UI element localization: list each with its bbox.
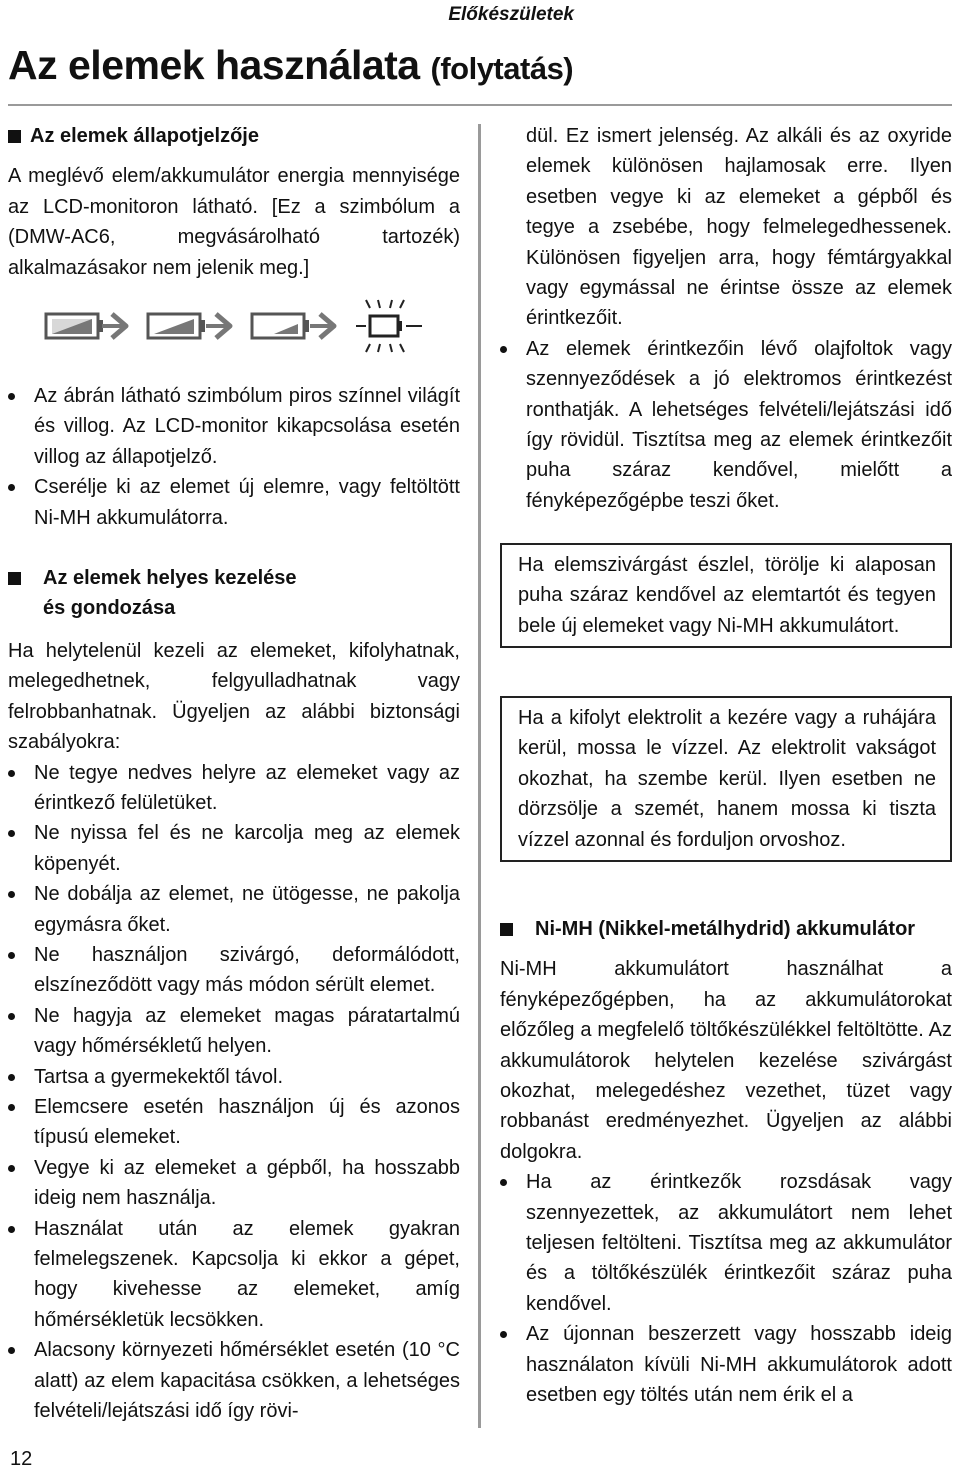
arrow-right-icon xyxy=(310,314,334,338)
square-bullet-icon xyxy=(8,130,21,143)
page-title-suffix: (folytatás) xyxy=(430,51,574,86)
care-heading-line2: és gondozása xyxy=(43,597,176,620)
battery-indicator-diagram xyxy=(44,298,444,356)
list-item: Elemcsere esetén használjon új és azonos típusú elemeket. xyxy=(8,1092,460,1153)
column-divider xyxy=(478,124,481,1428)
leak-notice-text: Ha elemszivárgást észlel, törölje ki alaposan puha száraz kendővel az elemtartót és tegyen bele új elemeket vagy Ni-MH akkumulátort. xyxy=(518,554,936,637)
list-item: Az újonnan beszerzett vagy hosszabb ideig használaton kívüli Ni-MH akkumulátorok adott esetben egy töltés után nem érik el a xyxy=(500,1319,952,1410)
square-bullet-icon xyxy=(8,572,21,585)
electrolyte-warning-text: Ha a kifolyt elektrolit a kezére vagy a ruhájára kerül, mossa le vízzel. Az elektrolit vakságot okozhat, ha szembe kerül. Ilyen esetben ne dörzsölje a szemét, hanem mossa ki tiszta vízzel azonnal és forduljon orvoshoz. xyxy=(518,707,936,851)
list-item: Az elemek érintkezőin lévő olajfoltok vagy szennyeződések a jó elektromos érintkezést ronthatják. A lehetséges felvételi/lejátszási idő így rövidül. Tisztítsa meg az elemek érintkezőit puha száraz kendővel, mielőtt a fényképezőgépbe teszi őket. xyxy=(500,334,952,516)
battery-two-thirds-icon xyxy=(148,314,205,338)
list-item: Ha az érintkezők rozsdásak vagy szennyezettek, az akkumulátort nem lehet teljesen feltölteni. Tisztítsa meg az akkumulátor és a töltőkészülék érintkezőit száraz puha kendővel. xyxy=(500,1167,952,1319)
page-title-main: Az elemek használata xyxy=(8,42,420,88)
nimh-section xyxy=(500,914,952,1411)
page-number: 12 xyxy=(10,1448,33,1470)
arrow-right-icon xyxy=(102,314,126,338)
indicator-intro: A meglévő elem/akkumulátor energia mennyisége az LCD-monitoron látható. [Ez a szimbólum a (DMW-AC6, megvásárolható tartozék) alkalmazásakor nem jelenik meg.] xyxy=(8,165,460,279)
list-item: Ne dobálja az elemet, ne ütögesse, ne pakolja egymásra őket. xyxy=(8,879,460,940)
list-item: Alacsony környezeti hőmérséklet esetén (10 °C alatt) az elem kapacitása csökken, a lehetséges felvételi/lejátszási idő így rövi- xyxy=(8,1335,460,1426)
electrolyte-warning-box xyxy=(500,696,952,862)
list-item: Használat után az elemek gyakran felmelegszenek. Kapcsolja ki ekkor a gépet, hogy kivehesse az elemeket, amíg hőmérsékletük lecsökken. xyxy=(8,1214,460,1336)
contact-bullets xyxy=(500,334,952,516)
nimh-intro: Ni-MH akkumulátort használhat a fényképezőgépben, ha az akkumulátorokat előzőleg a megfelelő töltőkészülékkel feltöltötte. Az akkumulátorok helytelen kezelése szivárgást okozhat, melegedéshez vezethet, tüzet vagy robbanást eredményezhet. Ügyeljen az alábbi dolgokra. xyxy=(500,958,952,1163)
list-item: Ne tegye nedves helyre az elemeket vagy az érintkező felületüket. xyxy=(8,758,460,819)
section-label: Előkészületek xyxy=(448,4,574,25)
battery-one-third-icon xyxy=(252,314,309,338)
right-column-continuation xyxy=(500,121,952,516)
care-heading xyxy=(8,563,460,624)
battery-full-icon xyxy=(46,314,103,338)
square-bullet-icon xyxy=(500,923,513,936)
list-item: Az ábrán látható szimbólum piros színnel világít és villog. Az LCD-monitor kikapcsolása esetén villog az állapotjelző. xyxy=(8,381,460,472)
leak-notice-box xyxy=(500,543,952,648)
list-item: Cserélje ki az elemet új elemre, vagy feltöltött Ni-MH akkumulátorra. xyxy=(8,472,460,533)
nimh-bullets xyxy=(500,1167,952,1410)
indicator-bullets xyxy=(8,381,460,533)
list-item: Ne nyissa fel és ne karcolja meg az elemek köpenyét. xyxy=(8,818,460,879)
title-divider xyxy=(8,104,952,106)
list-item: Ne hagyja az elemeket magas páratartalmú vagy hőmérsékletű helyen. xyxy=(8,1001,460,1062)
nimh-heading: Ni-MH (Nikkel-metálhydrid) akkumulátor xyxy=(500,914,952,944)
care-intro: Ha helytelenül kezeli az elemeket, kifolyhatnak, melegedhetnek, felgyulladhatnak vagy felrobbanhatnak. Ügyeljen az alábbi biztonsági szabályokra: xyxy=(8,639,460,754)
list-item: Vegye ki az elemeket a gépből, ha hosszabb ideig nem használja. xyxy=(8,1153,460,1214)
list-item: Tartsa a gyermekektől távol. xyxy=(8,1062,460,1092)
care-heading-line1: Az elemek helyes kezelése xyxy=(43,567,297,590)
page-title xyxy=(8,42,573,89)
care-bullets xyxy=(8,758,460,1427)
indicator-heading: Az elemek állapotjelzője xyxy=(8,121,460,151)
battery-empty-blinking-icon xyxy=(356,300,422,352)
list-item: Ne használjon szivárgó, deformálódott, elszíneződött vagy más módon sérült elemet. xyxy=(8,940,460,1001)
continuation-text: dül. Ez ismert jelenség. Az alkáli és az oxyride elemek különösen hajlamosak erre. Ilyen esetben vegye ki az elemeket a gépből és tegye a zsebébe, hogy felmelegedhessenek. Különösen figyeljen arra, hogy fémtárgyakkal vagy egymással ne érintse össze az elemek érintkezőit. xyxy=(526,125,952,330)
arrow-right-icon xyxy=(206,314,230,338)
